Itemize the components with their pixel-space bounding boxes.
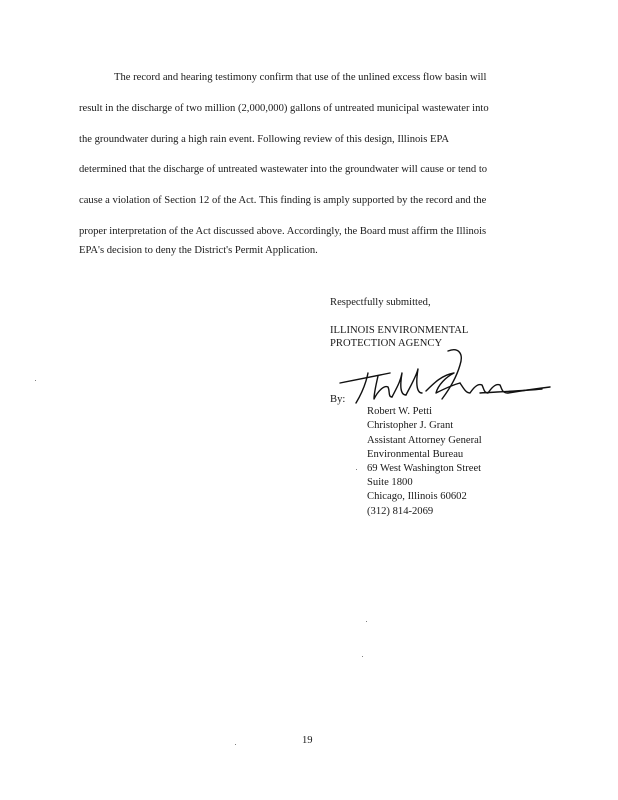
body-line-1: The record and hearing testimony confirm that use of the unlined excess flow basin will xyxy=(114,72,487,83)
body-line-2: result in the discharge of two million (2,000,000) gallons of untreated municipal wastewater into xyxy=(79,103,489,114)
signatory-line-1: Robert W. Petti xyxy=(367,406,433,417)
signatory-line-4: Environmental Bureau xyxy=(367,449,464,460)
scan-speck xyxy=(362,656,363,657)
signatory-line-2: Christopher J. Grant xyxy=(367,420,454,431)
scan-speck xyxy=(235,744,236,745)
page-number: 19 xyxy=(302,735,313,746)
body-line-4: determined that the discharge of untreated wastewater into the groundwater will cause or tend to xyxy=(79,164,488,175)
handwritten-signature xyxy=(330,343,560,413)
agency-line-1: ILLINOIS ENVIRONMENTAL xyxy=(330,325,469,336)
body-line-7: EPA's decision to deny the District's Permit Application. xyxy=(79,245,318,256)
by-label: By: xyxy=(330,394,346,405)
signatory-line-7: Chicago, Illinois 60602 xyxy=(367,491,467,502)
body-line-5: cause a violation of Section 12 of the Act. This finding is amply supported by the record and the xyxy=(79,195,487,206)
signatory-line-8: (312) 814-2069 xyxy=(367,506,434,517)
signatory-line-5: 69 West Washington Street xyxy=(367,463,482,474)
signatory-line-6: Suite 1800 xyxy=(367,477,413,488)
salutation: Respectfully submitted, xyxy=(330,297,431,308)
agency-line-2: PROTECTION AGENCY xyxy=(330,338,443,349)
signatory-line-3: Assistant Attorney General xyxy=(367,435,482,446)
scan-speck xyxy=(366,621,367,622)
scan-speck xyxy=(356,469,357,470)
body-line-3: the groundwater during a high rain event. Following review of this design, Illinois EPA xyxy=(79,134,450,145)
body-line-6: proper interpretation of the Act discussed above. Accordingly, the Board must affirm the Illinois xyxy=(79,226,487,237)
scan-speck xyxy=(35,380,36,381)
